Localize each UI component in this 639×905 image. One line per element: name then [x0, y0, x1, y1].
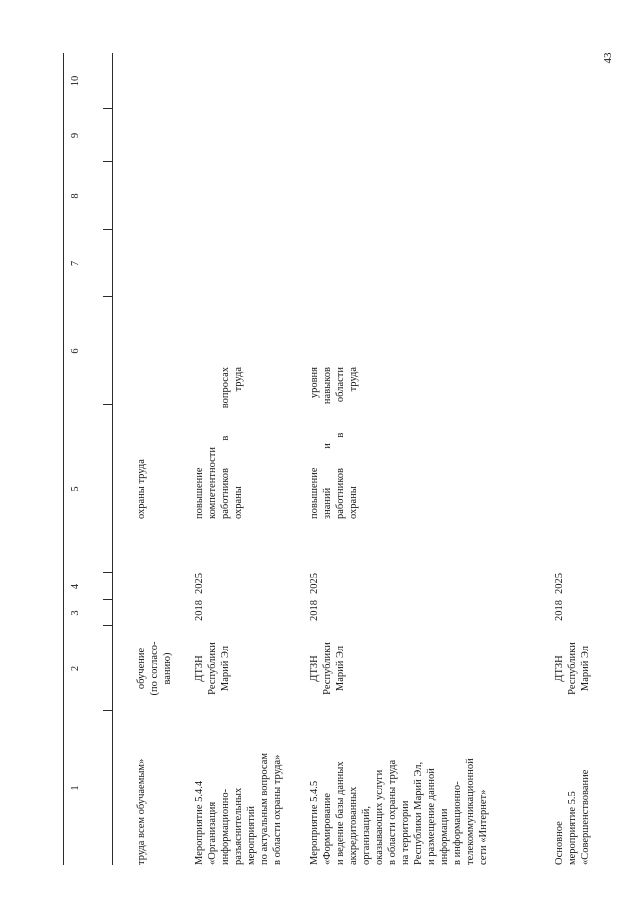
cell-line: (по согласо-: [149, 641, 160, 696]
cell-line: компетентности: [207, 447, 218, 519]
cell-line: мероприятий: [246, 806, 257, 865]
cell-line: повышение: [194, 467, 205, 519]
cell-executor: [193, 626, 232, 711]
cell-line: ванию): [162, 652, 173, 685]
cell-line: Основное: [554, 821, 565, 865]
col-separator: [103, 229, 113, 230]
cell-line: [308, 367, 321, 519]
cell-line: информации: [439, 808, 450, 865]
col-separator: [103, 572, 113, 573]
column-number: 6: [70, 348, 81, 354]
cell-line: труда всем обучаемым»: [136, 758, 147, 865]
word: навыков: [322, 367, 333, 405]
column-number: 9: [70, 132, 81, 139]
cell-line: охраны труда: [136, 459, 147, 519]
cell-line: в информационно-: [452, 781, 463, 865]
col-separator: [103, 710, 113, 711]
cell-line: [232, 367, 245, 519]
col-separator: [103, 108, 113, 109]
col-separator: [103, 296, 113, 297]
cell-measure: [553, 715, 592, 865]
col-separator: [103, 599, 113, 600]
cell-line: и размещение данной: [426, 768, 437, 865]
cell-line: телекоммуникационной: [465, 758, 476, 865]
cell-line: разъяснительных: [233, 787, 244, 865]
cell-year-start: [553, 600, 566, 621]
cell-line: в области охраны труда: [387, 759, 398, 865]
cell-line: информационно-: [220, 788, 231, 865]
cell-line: и ведение базы данных: [335, 761, 346, 865]
cell-line: на территории: [400, 800, 411, 865]
cell-year-start: [308, 600, 321, 621]
cell-line: 2025: [194, 573, 205, 594]
col-separator: [103, 625, 113, 626]
col-separator: [103, 404, 113, 405]
word: охраны: [348, 486, 359, 519]
cell-executor: [135, 626, 174, 711]
word: уровня: [309, 367, 320, 399]
cell-line: «Формирование: [322, 792, 333, 865]
cell-line: 2025: [309, 573, 320, 594]
word: труда: [348, 367, 359, 392]
cell-year-end: [193, 573, 206, 594]
cell-line: аккредитованных: [348, 786, 359, 865]
cell-year-start: [193, 600, 206, 621]
cell-measure: [135, 715, 148, 865]
col-separator: [103, 161, 113, 162]
cell-line: организаций,: [361, 806, 372, 865]
cell-line: Марий Эл: [580, 645, 591, 692]
cell-line: Мероприятие 5.4.5: [309, 780, 320, 865]
cell-measure: [308, 715, 490, 865]
cell-line: 2025: [554, 573, 565, 594]
word: повышение: [309, 467, 320, 519]
column-number: 7: [70, 260, 81, 267]
column-number: 3: [70, 610, 81, 616]
cell-result: [135, 359, 148, 519]
cell-result: [193, 367, 245, 519]
cell-line: [219, 367, 232, 519]
cell-line: 2018: [309, 600, 320, 621]
cell-result: [308, 367, 360, 519]
cell-line: Республики: [567, 642, 578, 695]
word: труда: [233, 367, 244, 392]
column-number: 1: [70, 785, 81, 791]
cell-line: «Совершенствование: [580, 769, 591, 865]
cell-line: [347, 367, 360, 519]
word: работников: [335, 468, 346, 519]
cell-line: по актуальным вопросам: [259, 752, 270, 865]
page-number: 43: [602, 52, 614, 64]
cell-line: оказывающих услуги: [374, 769, 385, 865]
word: области: [335, 367, 346, 403]
cell-line: обучение: [136, 647, 147, 690]
cell-line: сети «Интернет»: [478, 789, 489, 865]
cell-year-end: [553, 573, 566, 594]
column-number: 8: [70, 193, 81, 199]
cell-line: в области охраны труда»: [272, 754, 283, 865]
cell-line: Республики Марий Эл,: [413, 761, 424, 865]
column-number: 2: [70, 665, 81, 672]
table-header-rule: [112, 53, 113, 865]
word: вопросах: [220, 367, 231, 409]
column-number: 10: [70, 75, 81, 87]
word: работников: [220, 468, 231, 519]
cell-line: ДТЗН: [194, 655, 205, 682]
word: знаний: [322, 487, 333, 519]
cell-executor: [308, 626, 347, 711]
cell-line: Марий Эл: [335, 645, 346, 692]
cell-line: Марий Эл: [220, 645, 231, 692]
cell-line: [334, 367, 347, 519]
cell-line: Республики: [207, 642, 218, 695]
cell-line: мероприятие 5.5: [567, 791, 578, 865]
cell-line: [321, 367, 334, 519]
table-top-rule: [63, 53, 64, 865]
cell-line: ДТЗН: [554, 655, 565, 682]
cell-measure: [193, 715, 284, 865]
cell-executor: [553, 626, 592, 711]
cell-line: «Организация: [207, 801, 218, 865]
column-number: 5: [70, 486, 81, 492]
cell-line: Республики: [322, 642, 333, 695]
column-number: 4: [70, 583, 81, 590]
word: и: [322, 443, 333, 449]
cell-line: Мероприятие 5.4.4: [194, 780, 205, 865]
word: в: [220, 435, 231, 441]
word: в: [335, 432, 346, 438]
cell-line: ДТЗН: [309, 655, 320, 682]
cell-line: 2018: [554, 600, 565, 621]
cell-line: 2018: [194, 600, 205, 621]
word: охраны: [233, 486, 244, 519]
cell-year-end: [308, 573, 321, 594]
